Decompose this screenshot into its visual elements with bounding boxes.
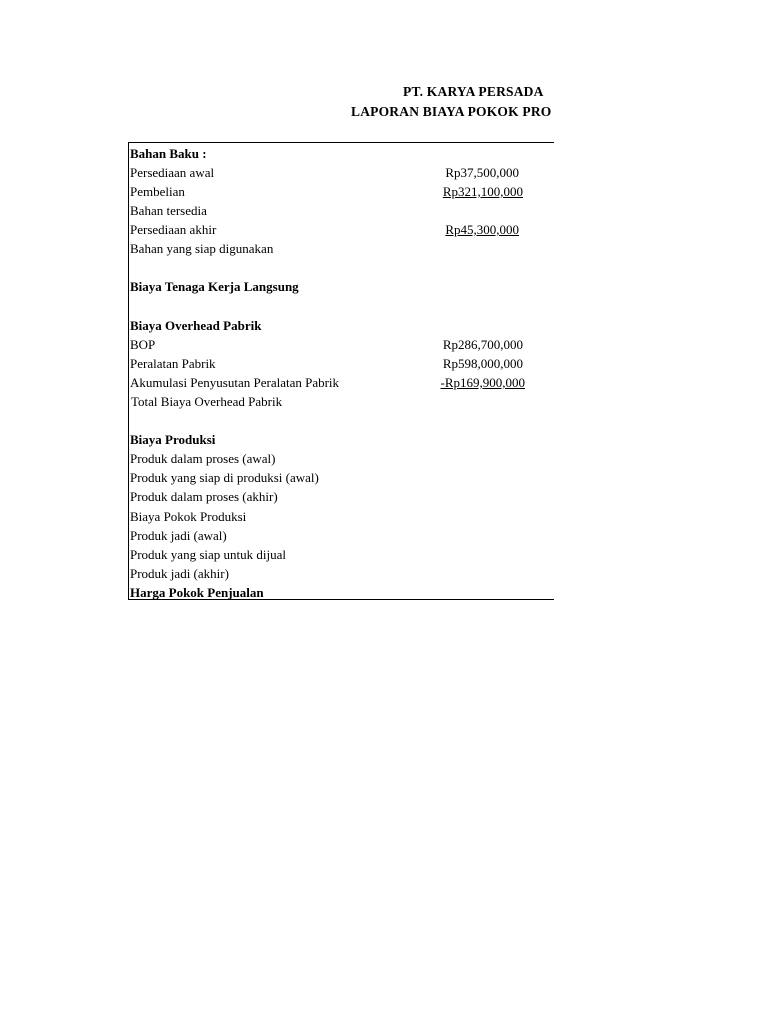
row-siap-produksi [129, 468, 554, 487]
section-bahan-baku [129, 144, 554, 163]
row-bahan-siap [129, 239, 554, 258]
row-label: Bahan Baku : [130, 146, 207, 161]
row-peralatan [129, 354, 554, 373]
row-persediaan-awal [129, 163, 554, 182]
row-label: Biaya Produksi [130, 432, 216, 447]
row-pdp-awal [129, 449, 554, 468]
row-label: Biaya Overhead Pabrik [130, 318, 262, 333]
row-label: Persediaan akhir [130, 222, 217, 237]
row-bop [129, 335, 554, 354]
row-amount: -Rp169,900,000 [440, 375, 525, 390]
row-bahan-tersedia [129, 201, 554, 220]
row-amount: Rp45,300,000 [445, 222, 519, 237]
row-amount: Rp321,100,000 [442, 184, 523, 199]
company-name: PT. KARYA PERSADA [403, 84, 544, 99]
row-hpp [129, 583, 554, 602]
row-label: Produk yang siap di produksi (awal) [130, 470, 319, 485]
row-jadi-awal [129, 526, 554, 545]
row-label: Persediaan awal [130, 165, 215, 180]
row-persediaan-akhir [129, 220, 554, 239]
row-total-overhead [129, 392, 554, 411]
row-label: Produk dalam proses (awal) [130, 451, 276, 466]
row-akumulasi [129, 373, 554, 392]
row-label: Bahan tersedia [130, 203, 207, 218]
section-tenaga-kerja [129, 277, 554, 296]
row-amount: Rp286,700,000 [442, 337, 523, 352]
row-label: Bahan yang siap digunakan [130, 241, 274, 256]
report-table [128, 142, 554, 600]
row-label: Peralatan Pabrik [130, 356, 216, 371]
section-produksi [129, 430, 554, 449]
row-amount: Rp598,000,000 [442, 356, 523, 371]
row-label: Total Biaya Overhead Pabrik [131, 394, 283, 409]
row-pdp-akhir [129, 487, 554, 506]
section-overhead [129, 316, 554, 335]
row-label: Biaya Pokok Produksi [130, 509, 247, 524]
row-siap-dijual [129, 545, 554, 564]
row-pembelian [129, 182, 554, 201]
row-label: Produk yang siap untuk dijual [130, 547, 286, 562]
row-label: Produk jadi (awal) [130, 528, 227, 543]
row-bpp [129, 507, 554, 526]
row-label: Akumulasi Penyusutan Peralatan Pabrik [130, 375, 340, 390]
row-label: Pembelian [130, 184, 185, 199]
row-label: Produk jadi (akhir) [130, 566, 229, 581]
row-label: Biaya Tenaga Kerja Langsung [130, 279, 299, 294]
report-title: LAPORAN BIAYA POKOK PRO [351, 104, 552, 119]
row-jadi-akhir [129, 564, 554, 583]
row-label: Harga Pokok Penjualan [130, 585, 264, 600]
row-label: BOP [130, 337, 156, 352]
row-amount: Rp37,500,000 [445, 165, 519, 180]
row-label: Produk dalam proses (akhir) [130, 489, 278, 504]
